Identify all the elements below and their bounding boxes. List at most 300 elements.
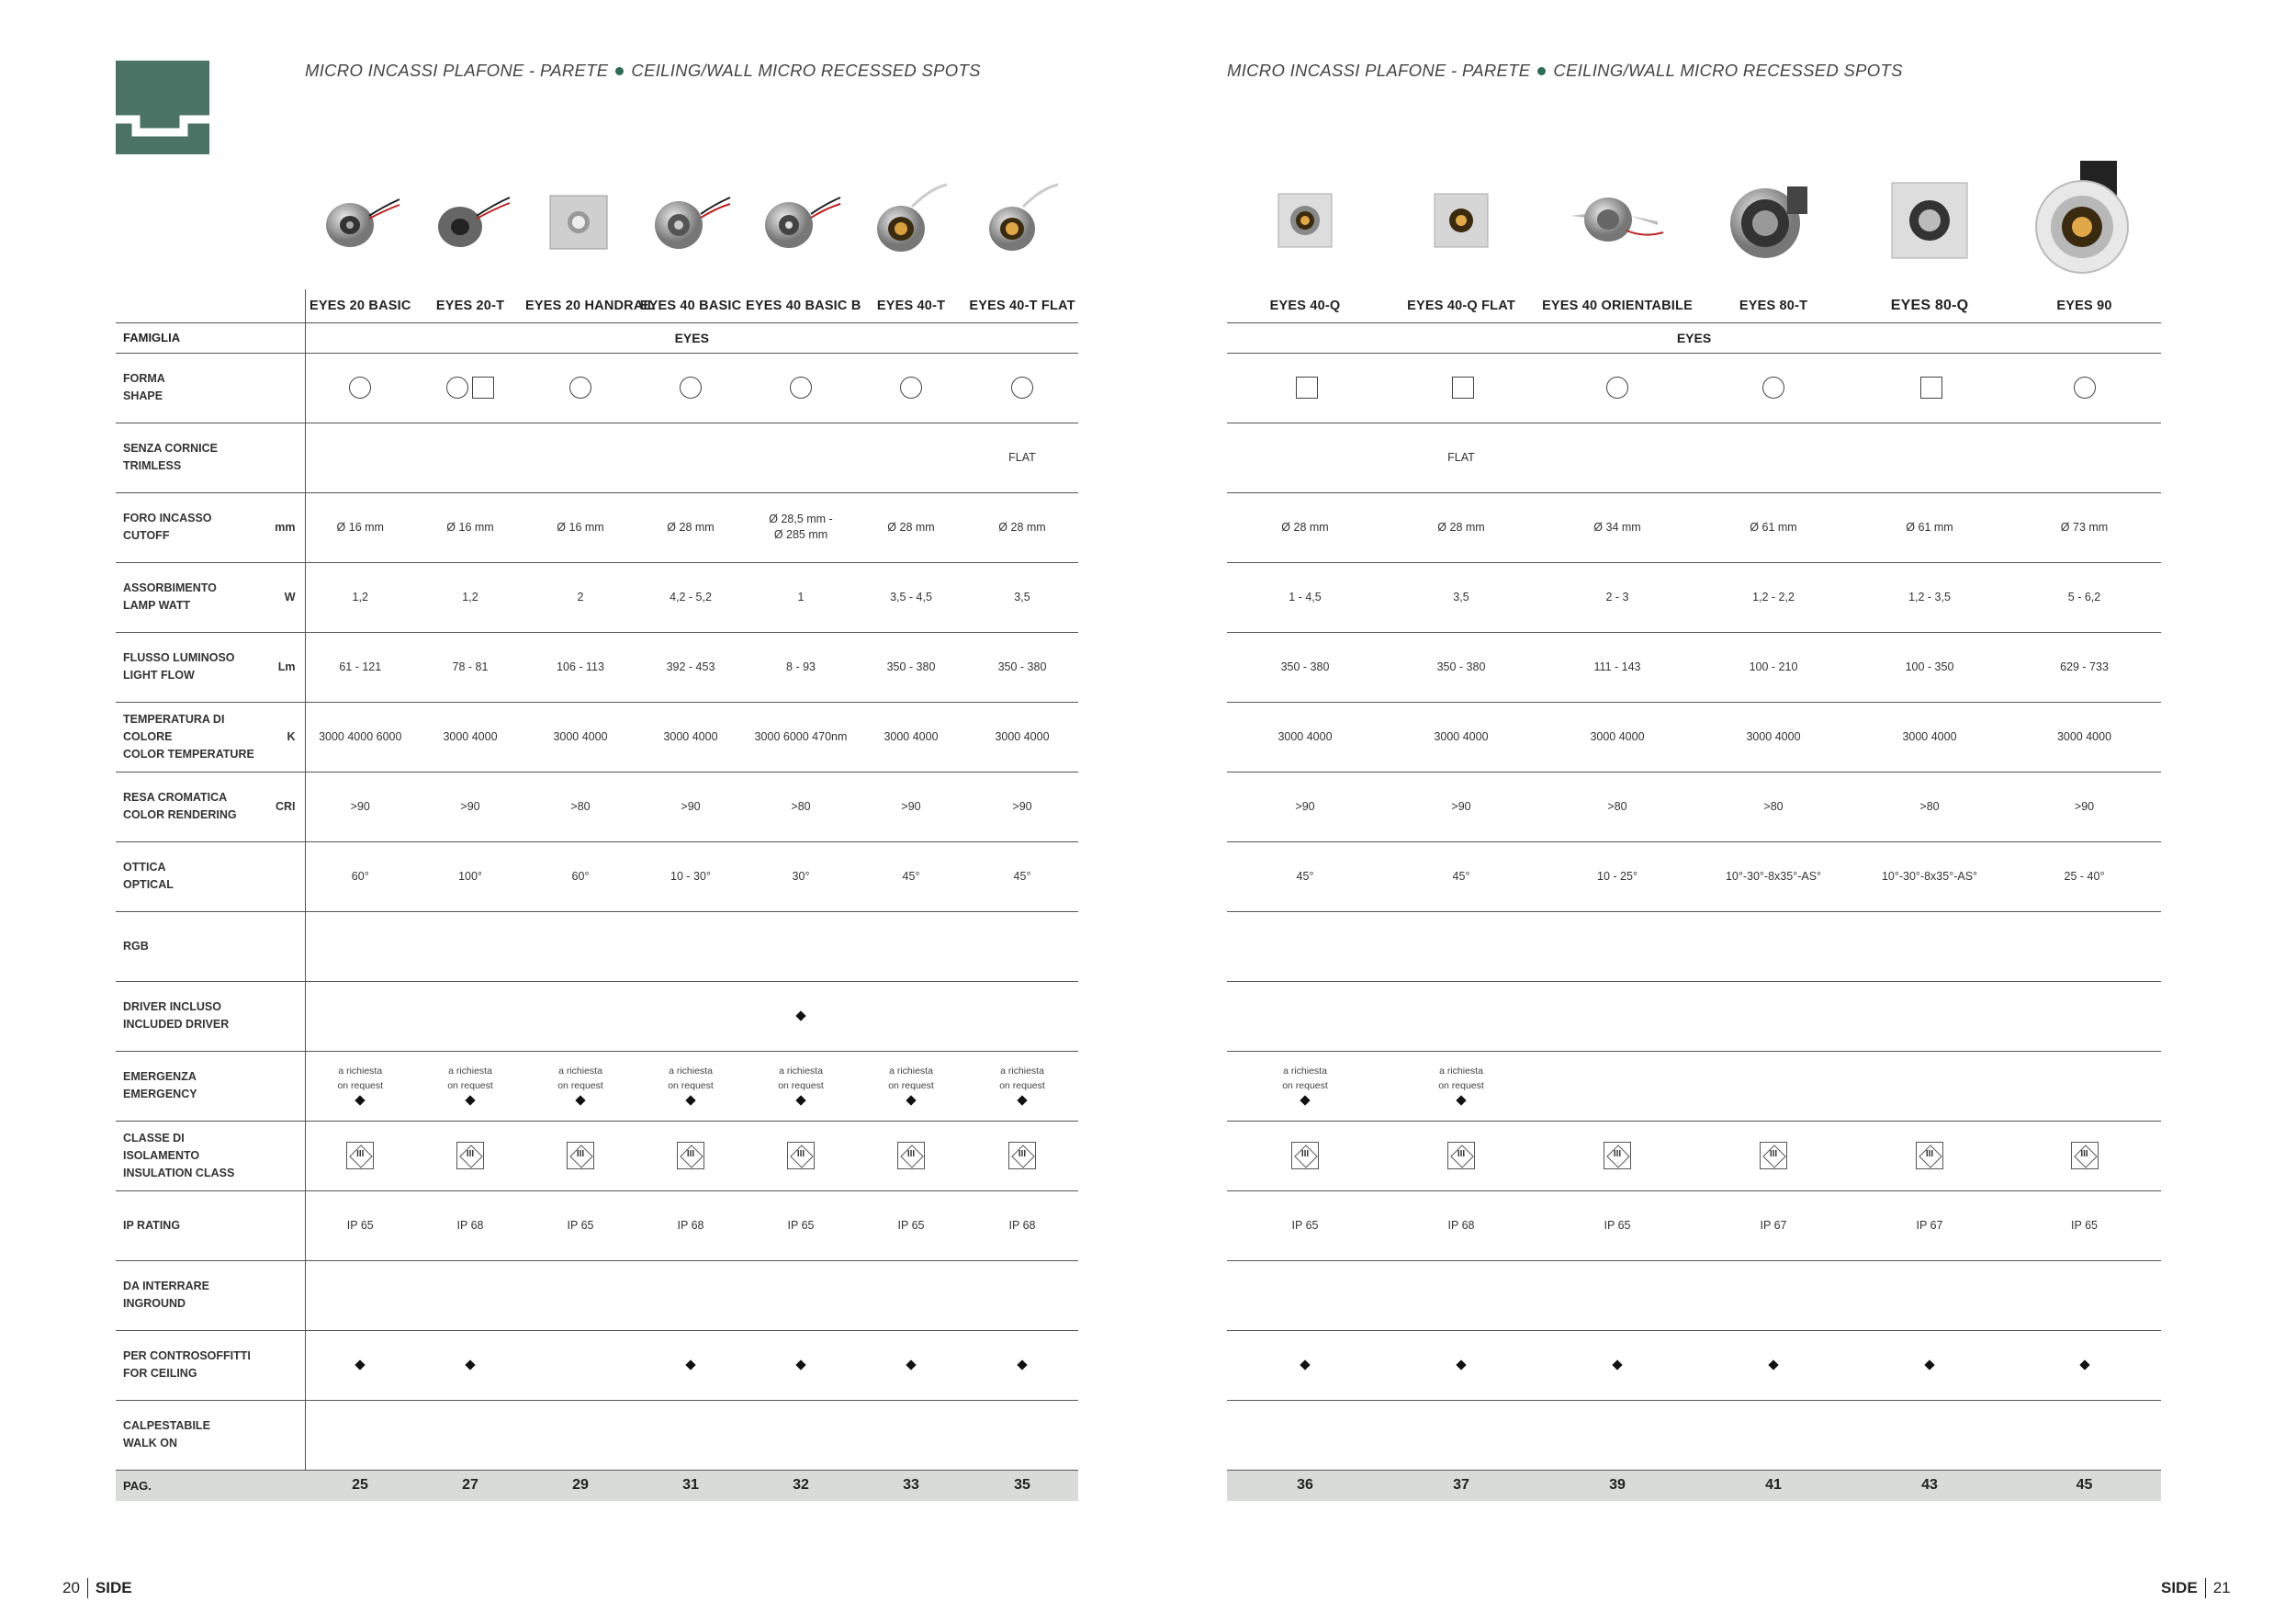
spec-cell bbox=[415, 423, 525, 492]
spec-cell bbox=[415, 1051, 525, 1121]
emergency-note: on request bbox=[1438, 1080, 1484, 1091]
spec-row-temp bbox=[1227, 702, 2161, 772]
spec-cell bbox=[966, 702, 1078, 772]
brand-name: SIDE bbox=[95, 1579, 132, 1596]
spec-cell bbox=[746, 423, 856, 492]
spec-value: >80 bbox=[1607, 800, 1627, 813]
emergency-diamond-wrap bbox=[1227, 1093, 1383, 1108]
included-diamond-icon bbox=[906, 1095, 916, 1105]
spec-row-ip bbox=[116, 1190, 1078, 1260]
spec-cell bbox=[525, 562, 636, 632]
emergency-note: on request bbox=[337, 1080, 384, 1091]
spec-value: 100° bbox=[458, 870, 482, 883]
spec-cell bbox=[966, 562, 1078, 632]
spec-cell bbox=[1539, 1400, 1695, 1470]
page-ref: 29 bbox=[525, 1470, 636, 1501]
spec-cell bbox=[1383, 1190, 1539, 1260]
row-label-line: COLOR TEMPERATURE bbox=[123, 747, 254, 761]
spec-cell bbox=[1851, 772, 2008, 841]
spec-row-ip bbox=[1227, 1190, 2161, 1260]
insulation-class-label: III bbox=[686, 1149, 695, 1159]
spec-cell bbox=[1539, 562, 1695, 632]
spec-cell bbox=[1695, 632, 1851, 702]
spec-cell bbox=[415, 492, 525, 562]
spec-cell bbox=[1227, 772, 1383, 841]
page-ref-row bbox=[116, 1470, 1078, 1501]
spec-cell bbox=[1383, 772, 1539, 841]
spec-cell bbox=[525, 632, 636, 702]
included-diamond-icon bbox=[465, 1359, 475, 1370]
emergency-diamond-wrap bbox=[856, 1093, 966, 1108]
spec-row-ceiling bbox=[116, 1330, 1078, 1400]
included-diamond-icon bbox=[1017, 1095, 1027, 1105]
spec-cell bbox=[746, 702, 856, 772]
insulation-class-icon bbox=[897, 1142, 925, 1169]
spec-cell bbox=[525, 1400, 636, 1470]
spec-cell bbox=[305, 1260, 415, 1330]
product-name: EYES 80-T bbox=[1695, 289, 1851, 322]
row-label-line: INCLUDED DRIVER bbox=[123, 1018, 230, 1031]
spec-value: FLAT bbox=[1008, 451, 1036, 464]
row-label-line: CALPESTABILE bbox=[123, 1419, 210, 1432]
insulation-class-label: III bbox=[1769, 1149, 1778, 1159]
included-diamond-icon bbox=[795, 1359, 805, 1370]
page-ref: 27 bbox=[415, 1470, 525, 1501]
spec-value: 106 - 113 bbox=[557, 660, 604, 673]
circle-shape-icon bbox=[790, 377, 812, 399]
insulation-class-icon bbox=[2071, 1142, 2099, 1169]
row-label bbox=[116, 772, 258, 841]
spec-cell bbox=[305, 632, 415, 702]
spec-cell bbox=[1539, 1190, 1695, 1260]
spec-cell bbox=[1227, 632, 1383, 702]
spec-row-trimless bbox=[1227, 423, 2161, 492]
spec-value: IP 65 bbox=[897, 1219, 925, 1232]
spec-value: >90 bbox=[350, 800, 370, 813]
row-label: PAG. bbox=[116, 1470, 305, 1501]
spec-cell bbox=[966, 981, 1078, 1051]
spec-value: 3000 4000 bbox=[2056, 730, 2112, 743]
spec-cell bbox=[305, 1330, 415, 1400]
spec-value: 3000 4000 bbox=[995, 730, 1050, 743]
spec-cell bbox=[305, 702, 415, 772]
spec-cell bbox=[856, 1121, 966, 1190]
spec-cell bbox=[2008, 772, 2161, 841]
insulation-class-label: III bbox=[1457, 1149, 1466, 1159]
spec-cell bbox=[1539, 492, 1695, 562]
spec-value: >90 bbox=[1451, 800, 1471, 813]
spec-value: 45° bbox=[902, 870, 920, 883]
spec-value: >90 bbox=[1295, 800, 1315, 813]
spec-cell bbox=[1695, 702, 1851, 772]
spec-cell bbox=[856, 1260, 966, 1330]
spec-cell bbox=[415, 911, 525, 981]
spec-cell bbox=[856, 492, 966, 562]
page-ref: 37 bbox=[1383, 1470, 1539, 1501]
insulation-class-icon bbox=[1291, 1142, 1319, 1169]
unit-label: Lm bbox=[258, 632, 305, 702]
spec-row-walkon bbox=[1227, 1400, 2161, 1470]
emergency-note: a richiesta bbox=[1439, 1066, 1483, 1077]
spec-row-flow bbox=[1227, 632, 2161, 702]
emergency-note: on request bbox=[557, 1080, 603, 1091]
brand-name: SIDE bbox=[2161, 1579, 2198, 1596]
emergency-note: a richiesta bbox=[1000, 1066, 1044, 1077]
spec-value: 60° bbox=[571, 870, 590, 883]
spec-row-forma bbox=[1227, 353, 2161, 423]
page-header-left: MICRO INCASSI PLAFONE - PARETE CEILING/WALL MICRO RECESSED SPOTS bbox=[305, 61, 981, 80]
spec-cell bbox=[1851, 1190, 2008, 1260]
spec-cell bbox=[1695, 1190, 1851, 1260]
spec-cell bbox=[305, 911, 415, 981]
spec-cell bbox=[1383, 1260, 1539, 1330]
spec-value: IP 67 bbox=[1760, 1219, 1787, 1232]
spec-value: IP 65 bbox=[2071, 1219, 2098, 1232]
spec-cell bbox=[1539, 1330, 1695, 1400]
product-image bbox=[1851, 165, 2008, 276]
page-number: 20 bbox=[62, 1579, 80, 1596]
product-image bbox=[1383, 165, 1539, 276]
spec-cell bbox=[525, 1121, 636, 1190]
spec-cell bbox=[746, 632, 856, 702]
row-label-line: SENZA CORNICE bbox=[123, 442, 219, 455]
spec-cell bbox=[636, 353, 746, 423]
included-diamond-icon bbox=[1300, 1095, 1310, 1105]
spec-value: Ø 16 mm bbox=[446, 521, 494, 534]
spec-cell bbox=[305, 841, 415, 911]
spec-value: IP 68 bbox=[1447, 1219, 1475, 1232]
product-image bbox=[636, 165, 746, 276]
spec-row-flow bbox=[116, 632, 1078, 702]
spec-cell bbox=[1695, 562, 1851, 632]
spec-cell bbox=[2008, 1260, 2161, 1330]
spec-value: 3000 4000 bbox=[1746, 730, 1801, 743]
emergency-note: a richiesta bbox=[558, 1066, 602, 1077]
spec-cell bbox=[1851, 1260, 2008, 1330]
spec-value: IP 65 bbox=[787, 1219, 815, 1232]
insulation-class-label: III bbox=[466, 1149, 475, 1159]
spec-value: >80 bbox=[570, 800, 591, 813]
bullet-dot-icon bbox=[1537, 67, 1546, 75]
spec-row-walkon bbox=[116, 1400, 1078, 1470]
spec-value: 3,5 - 4,5 bbox=[890, 591, 932, 603]
spec-cell bbox=[525, 1190, 636, 1260]
unit-label bbox=[258, 1400, 305, 1470]
row-label-line: TEMPERATURA DI COLORE bbox=[123, 712, 225, 743]
spec-value: 1 bbox=[797, 591, 805, 603]
circle-shape-icon bbox=[900, 377, 922, 399]
spec-row-inground bbox=[116, 1260, 1078, 1330]
spec-row-insulation bbox=[1227, 1121, 2161, 1190]
row-label-line: FOR CEILING bbox=[123, 1367, 197, 1380]
row-label bbox=[116, 1330, 258, 1400]
spec-value: 60° bbox=[351, 870, 369, 883]
spec-cell bbox=[1695, 492, 1851, 562]
spec-cell bbox=[746, 1260, 856, 1330]
unit-label: CRI bbox=[258, 772, 305, 841]
row-label-line: TRIMLESS bbox=[123, 459, 182, 472]
spec-cell bbox=[1851, 702, 2008, 772]
spec-cell bbox=[966, 353, 1078, 423]
spec-value: 1 - 4,5 bbox=[1289, 591, 1322, 603]
row-label bbox=[116, 981, 258, 1051]
insulation-class-icon bbox=[1447, 1142, 1475, 1169]
row-label: FAMIGLIA bbox=[116, 322, 305, 353]
spec-value: 3000 4000 bbox=[663, 730, 718, 743]
spec-value: 350 - 380 bbox=[886, 660, 936, 673]
spec-cell bbox=[856, 423, 966, 492]
spec-cell bbox=[856, 1051, 966, 1121]
spec-value: 350 - 380 bbox=[1280, 660, 1330, 673]
row-label-line: DA INTERRARE bbox=[123, 1280, 209, 1292]
spec-value: >90 bbox=[2074, 800, 2095, 813]
spec-value: 78 - 81 bbox=[452, 660, 489, 673]
circle-shape-icon bbox=[680, 377, 702, 399]
square-shape-icon bbox=[1452, 377, 1474, 399]
spec-cell bbox=[636, 562, 746, 632]
spec-cell bbox=[746, 492, 856, 562]
spec-cell bbox=[856, 1400, 966, 1470]
spec-cell bbox=[305, 1121, 415, 1190]
row-label-line: OPTICAL bbox=[123, 878, 174, 891]
emergency-diamond-wrap bbox=[1383, 1093, 1539, 1108]
row-label-line: COLOR RENDERING bbox=[123, 808, 237, 821]
spec-value: 2 bbox=[577, 591, 584, 603]
spec-value: 629 - 733 bbox=[2060, 660, 2109, 673]
included-diamond-icon bbox=[1456, 1359, 1466, 1370]
insulation-class-icon bbox=[787, 1142, 815, 1169]
product-name: EYES 40-Q bbox=[1227, 289, 1383, 322]
spec-cell bbox=[1695, 981, 1851, 1051]
spec-value: IP 67 bbox=[1916, 1219, 1943, 1232]
insulation-class-icon bbox=[1008, 1142, 1036, 1169]
included-diamond-icon bbox=[685, 1095, 695, 1105]
emergency-note: a richiesta bbox=[448, 1066, 492, 1077]
spec-value: >90 bbox=[681, 800, 701, 813]
row-label bbox=[116, 423, 258, 492]
spec-value: >80 bbox=[1919, 800, 1940, 813]
row-label-line: FORO INCASSO bbox=[123, 512, 212, 524]
spec-cell bbox=[746, 1121, 856, 1190]
spec-cell bbox=[525, 1330, 636, 1400]
spec-cell bbox=[1851, 981, 2008, 1051]
spec-value: 1,2 - 3,5 bbox=[1908, 591, 1951, 603]
spec-cell bbox=[305, 353, 415, 423]
square-shape-icon bbox=[472, 377, 494, 399]
included-diamond-icon bbox=[1612, 1359, 1622, 1370]
emergency-note: on request bbox=[668, 1080, 714, 1091]
spec-row-ceiling bbox=[1227, 1330, 2161, 1400]
spec-cell bbox=[636, 911, 746, 981]
spec-cell bbox=[2008, 1121, 2161, 1190]
spec-value: IP 65 bbox=[346, 1219, 374, 1232]
spec-cell bbox=[746, 772, 856, 841]
spec-cell bbox=[1227, 981, 1383, 1051]
spec-cell bbox=[856, 353, 966, 423]
emergency-note: on request bbox=[888, 1080, 934, 1091]
emergency-note: on request bbox=[778, 1080, 824, 1091]
spec-cell bbox=[525, 1260, 636, 1330]
included-diamond-icon bbox=[355, 1095, 366, 1105]
spec-cell bbox=[1851, 1330, 2008, 1400]
spec-cell bbox=[1695, 1121, 1851, 1190]
spec-value: IP 68 bbox=[456, 1219, 484, 1232]
spec-cell bbox=[1851, 423, 2008, 492]
insulation-class-icon bbox=[1604, 1142, 1631, 1169]
spec-cell bbox=[2008, 1051, 2161, 1121]
row-label-line: SHAPE bbox=[123, 389, 163, 402]
page-ref: 33 bbox=[856, 1470, 966, 1501]
spec-value: >90 bbox=[1012, 800, 1032, 813]
unit-label bbox=[258, 1260, 305, 1330]
spec-value: 5 - 6,2 bbox=[2067, 591, 2101, 603]
spec-cell bbox=[525, 353, 636, 423]
row-label bbox=[116, 1260, 258, 1330]
spec-row-emergency bbox=[1227, 1051, 2161, 1121]
insulation-class-label: III bbox=[1925, 1149, 1934, 1159]
spec-cell bbox=[1227, 492, 1383, 562]
spec-cell bbox=[746, 1400, 856, 1470]
spec-row-temp bbox=[116, 702, 1078, 772]
spec-cell bbox=[305, 492, 415, 562]
spec-value: Ø 28 mm bbox=[887, 521, 935, 534]
spec-cell bbox=[1383, 562, 1539, 632]
header-blank bbox=[116, 289, 305, 322]
spec-cell bbox=[525, 841, 636, 911]
spec-cell bbox=[1695, 841, 1851, 911]
row-label-line: FLUSSO LUMINOSO bbox=[123, 651, 235, 664]
included-diamond-icon bbox=[795, 1095, 805, 1105]
family-row bbox=[1227, 322, 2161, 353]
spec-cell bbox=[856, 562, 966, 632]
spec-cell bbox=[1539, 702, 1695, 772]
spec-cell bbox=[415, 562, 525, 632]
spec-cell bbox=[2008, 911, 2161, 981]
spec-cell bbox=[966, 1121, 1078, 1190]
spec-row-cutoff bbox=[1227, 492, 2161, 562]
spec-cell bbox=[415, 702, 525, 772]
spec-cell bbox=[1695, 1260, 1851, 1330]
spec-value: 350 - 380 bbox=[1436, 660, 1486, 673]
product-name: EYES 20 BASIC bbox=[305, 289, 415, 322]
insulation-class-icon bbox=[1916, 1142, 1943, 1169]
included-diamond-icon bbox=[2079, 1359, 2089, 1370]
spec-value: IP 68 bbox=[677, 1219, 704, 1232]
brand-logo-icon bbox=[116, 61, 209, 154]
page-ref: 45 bbox=[2008, 1470, 2161, 1501]
page-ref: 41 bbox=[1695, 1470, 1851, 1501]
circle-shape-icon bbox=[349, 377, 371, 399]
insulation-class-icon bbox=[567, 1142, 594, 1169]
spec-value: 3000 4000 bbox=[884, 730, 939, 743]
row-label-line: CLASSE DI ISOLAMENTO bbox=[123, 1131, 200, 1162]
insulation-class-label: III bbox=[906, 1149, 916, 1159]
spec-cell bbox=[856, 911, 966, 981]
spec-cell bbox=[856, 981, 966, 1051]
unit-label: mm bbox=[258, 492, 305, 562]
unit-label bbox=[258, 911, 305, 981]
spec-cell bbox=[415, 353, 525, 423]
unit-label bbox=[258, 841, 305, 911]
spec-cell bbox=[1695, 423, 1851, 492]
spec-cell bbox=[415, 1190, 525, 1260]
spec-value: 25 - 40° bbox=[2064, 870, 2105, 883]
spec-value: >90 bbox=[460, 800, 480, 813]
spec-cell bbox=[966, 1051, 1078, 1121]
spec-value: >80 bbox=[1763, 800, 1784, 813]
spec-cell bbox=[1539, 353, 1695, 423]
spec-cell bbox=[1851, 353, 2008, 423]
spec-cell bbox=[305, 1051, 415, 1121]
spec-row-optical bbox=[116, 841, 1078, 911]
spec-value: IP 68 bbox=[1008, 1219, 1036, 1232]
spec-cell bbox=[1227, 841, 1383, 911]
spec-cell bbox=[525, 981, 636, 1051]
spec-cell bbox=[1227, 1260, 1383, 1330]
row-label-line: DRIVER INCLUSO bbox=[123, 1000, 221, 1013]
row-label-line: EMERGENZA bbox=[123, 1070, 197, 1083]
spec-cell bbox=[525, 911, 636, 981]
insulation-class-icon bbox=[346, 1142, 374, 1169]
spec-value: IP 65 bbox=[1291, 1219, 1319, 1232]
spec-value: Ø 73 mm bbox=[2060, 521, 2109, 534]
spec-row-emergency bbox=[116, 1051, 1078, 1121]
emergency-note: a richiesta bbox=[1283, 1066, 1327, 1077]
included-diamond-icon bbox=[1300, 1359, 1310, 1370]
spec-cell bbox=[636, 1260, 746, 1330]
spec-cell bbox=[966, 1260, 1078, 1330]
spec-value: FLAT bbox=[1447, 451, 1475, 464]
spec-value: 3000 4000 bbox=[1590, 730, 1645, 743]
spec-cell bbox=[636, 841, 746, 911]
spec-cell bbox=[1227, 1400, 1383, 1470]
emergency-diamond-wrap bbox=[636, 1093, 746, 1108]
folio-right bbox=[2161, 1578, 2231, 1598]
spec-cell bbox=[856, 772, 966, 841]
product-name: EYES 40-Q FLAT bbox=[1383, 289, 1539, 322]
spec-value: 100 - 210 bbox=[1749, 660, 1798, 673]
insulation-class-icon bbox=[456, 1142, 484, 1169]
spec-cell bbox=[1695, 1400, 1851, 1470]
spec-cell bbox=[636, 1400, 746, 1470]
spec-cell bbox=[746, 562, 856, 632]
spec-cell bbox=[525, 702, 636, 772]
spec-cell bbox=[525, 492, 636, 562]
spec-value: 1,2 bbox=[352, 591, 368, 603]
page-ref: 31 bbox=[636, 1470, 746, 1501]
spec-cell bbox=[1695, 353, 1851, 423]
product-name: EYES 40 BASIC B bbox=[746, 289, 856, 322]
insulation-class-icon bbox=[1760, 1142, 1787, 1169]
product-name: EYES 40-T bbox=[856, 289, 966, 322]
row-label-line: OTTICA bbox=[123, 861, 166, 874]
spec-cell bbox=[1695, 911, 1851, 981]
spec-cell bbox=[966, 772, 1078, 841]
spec-value: 3000 6000 470nm bbox=[754, 730, 848, 743]
spec-value: 3000 4000 bbox=[443, 730, 498, 743]
unit-label bbox=[258, 353, 305, 423]
page-header-right: MICRO INCASSI PLAFONE - PARETE CEILING/WALL MICRO RECESSED SPOTS bbox=[1227, 61, 1903, 80]
spec-cell bbox=[746, 1190, 856, 1260]
spec-row-driver bbox=[116, 981, 1078, 1051]
spec-cell bbox=[1539, 632, 1695, 702]
row-label-line: RGB bbox=[123, 939, 149, 953]
included-diamond-icon bbox=[685, 1359, 695, 1370]
spec-cell bbox=[966, 841, 1078, 911]
spec-value: 3,5 bbox=[1453, 591, 1469, 603]
product-image bbox=[415, 165, 525, 276]
spec-value: 350 - 380 bbox=[997, 660, 1047, 673]
